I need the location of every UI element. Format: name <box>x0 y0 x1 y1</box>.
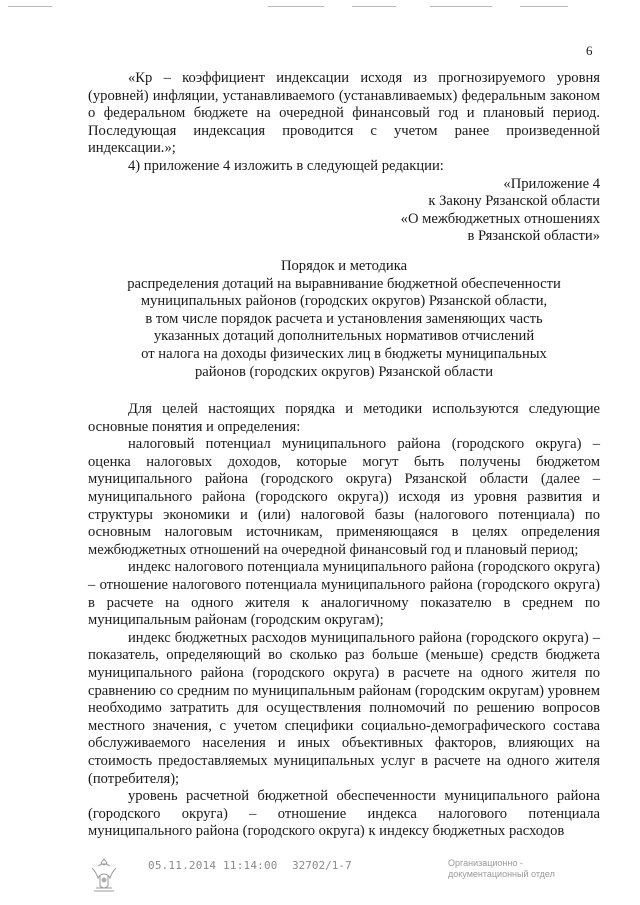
spacer <box>88 381 600 401</box>
title-line: распределения дотаций на выравнивание бюджетной обеспеченности <box>127 275 561 292</box>
title-line: Порядок и методика <box>280 257 408 274</box>
scan-top-marks <box>0 6 640 10</box>
document-body <box>88 70 600 841</box>
title-line: указанных дотаций дополнительных нормативов отчислений <box>153 328 535 345</box>
appendix-line: «Приложение 4 <box>503 175 600 192</box>
eagle-emblem-icon <box>86 856 122 894</box>
appendix-header <box>88 176 600 246</box>
appendix-line: в Рязанской области» <box>467 228 600 245</box>
spacer <box>88 246 600 258</box>
paragraph-tax-potential-index: индекс налогового потенциала муниципального района (городского округа) – отношение налогового потенциала муниципального района (городского округа) в расчете на одного жителя к аналогичному показателю в среднем по муниципальным районам (городским округам); <box>88 559 600 629</box>
appendix-line: к Закону Рязанской области <box>428 193 600 210</box>
registration-stamp <box>0 852 640 902</box>
title-line: районов (городских округов) Рязанской области <box>194 363 494 380</box>
paragraph-budget-expense-index: индекс бюджетных расходов муниципального района (городского округа) – показатель, определяющий во сколько раз больше (меньше) средств бюджета муниципального района (городского округа) в расчете на одного жителя по сравнению со средним по муниципальным районам (городским округам) уровнем необходимо затратить для осуществления полномочий по решению вопросов местного значения, с учетом специфики социально-демографического состава обслуживаемого населения и иных объективных факторов, влияющих на стоимость предоставляемых муниципальных услуг в расчете на одного жителя (потребителя); <box>88 629 600 787</box>
stamp-department-line: документационный отдел <box>448 869 555 879</box>
paragraph-kr-definition: «Кр – коэффициент индексации исходя из прогнозируемого уровня (уровней) инфляции, устанавливаемого (устанавливаемых) федеральным законом о федеральном бюджете на очередной финансовый год и плановый период. Последующая индексация проводится с учетом ранее произведенной индексации.»; <box>88 70 600 157</box>
stamp-registration-code: 32702/1-7 <box>292 859 352 872</box>
page-number: 6 <box>586 43 593 58</box>
stamp-datetime: 05.11.2014 11:14:00 <box>148 859 278 872</box>
paragraph-item-4: 4) приложение 4 изложить в следующей редакции: <box>128 157 444 174</box>
section-title <box>88 258 600 381</box>
paragraph-intro: Для целей настоящих порядка и методики используются следующие основные понятия и определения: <box>88 401 600 435</box>
title-line: от налога на доходы физических лиц в бюджеты муниципальных <box>141 345 547 362</box>
stamp-department <box>448 858 555 880</box>
title-line: в том числе порядок расчета и установления заменяющих часть <box>145 310 543 327</box>
paragraph-budget-sufficiency: уровень расчетной бюджетной обеспеченности муниципального района (городского округа) – отношение индекса налогового потенциала муниципального района (городского округа) к индексу бюджетных расходов <box>88 788 600 840</box>
paragraph-tax-potential: налоговый потенциал муниципального района (городского округа) – оценка налоговых доходов, которые могут быть получены бюджетом муниципального района (городского округа) Рязанской области (далее – муниципального района (городского округа)) исходя из уровня развития и структуры экономики и (или) налоговой базы (налогового потенциала) по основным налоговым источникам, применяющаяся в целях определения межбюджетных отношений на очередной финансовый год и плановый период; <box>88 436 600 558</box>
appendix-line: «О межбюджетных отношениях <box>400 210 600 227</box>
stamp-department-line: Организационно - <box>448 858 523 868</box>
title-line: муниципальных районов (городских округов) Рязанской области, <box>140 293 548 310</box>
